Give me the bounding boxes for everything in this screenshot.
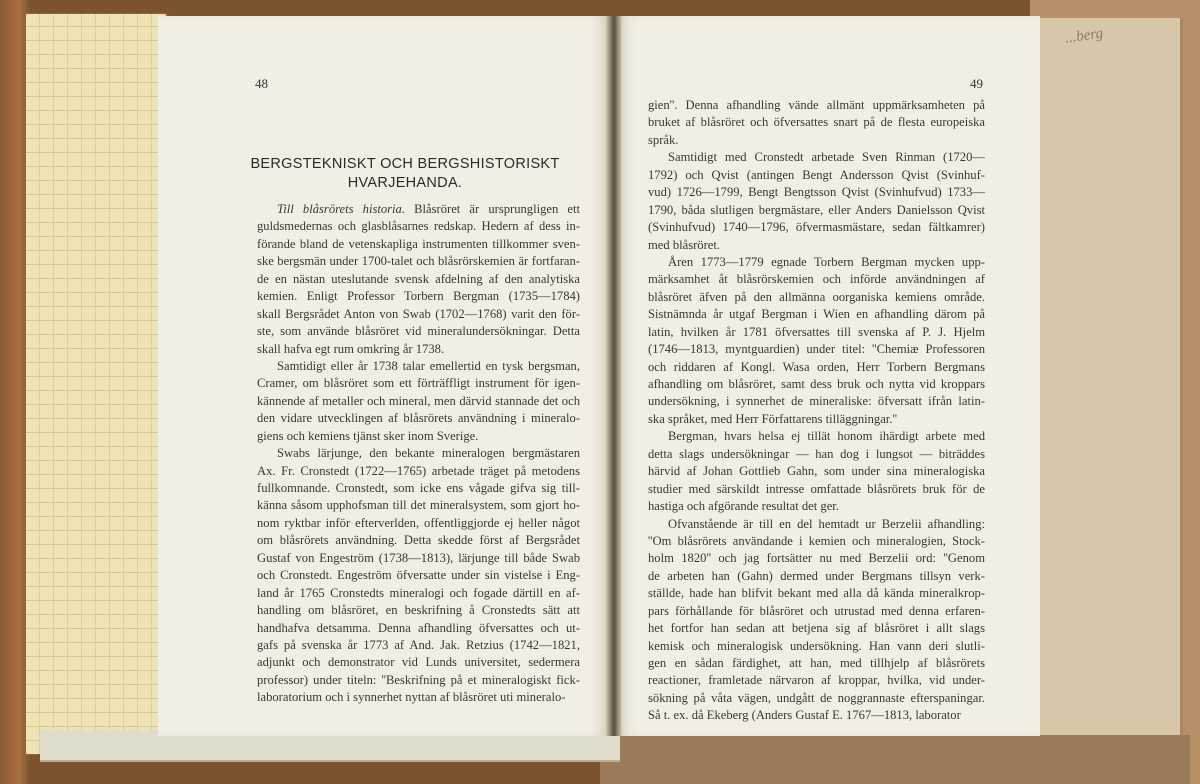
text-line (648, 237, 985, 254)
line-text: Åren 1773—1779 egnade Torbern Bergman mycken upp- (668, 254, 985, 269)
line-text: laboratorium och i synnerhet nyttan af blåsröret uti mineralo- (257, 690, 566, 705)
line-text: handhafva detsamma. Denna afhandling öfversattes och ut- (257, 620, 580, 635)
lead-title: Till blåsrörets historia. (277, 202, 406, 216)
line-text: Sistnämnda år utgaf Bergman i Wien en afhandling därom på (648, 307, 985, 322)
line-text: sökning på våta vägen, undgått de noggrannaste efterspaningar. (648, 690, 985, 705)
text-line (257, 236, 580, 253)
line-text: gien''. Denna afhandling vände allmänt uppmärksamheten på (648, 98, 985, 112)
text-line (648, 446, 985, 463)
heading-line: BERGSTEKNISKT OCH BERGSHISTORISKT (250, 156, 560, 172)
line-text: kemisk och mineralogisk undersökning. Han vann deri slutli- (648, 638, 985, 653)
line-text: med blåsröret. (648, 237, 721, 252)
text-line (648, 620, 985, 637)
text-line (648, 672, 985, 689)
line-text: skall Bergsrådet Anton von Swab (1702—1768) varit den för- (257, 306, 580, 321)
line-text: ställde, hade han blifvit bekant med alla då kända mineralkrop- (648, 586, 985, 601)
line-text: om blåsrörets användning. Detta skedde först af Bergsrådet (257, 533, 580, 548)
text-line (648, 271, 985, 288)
text-line (648, 132, 985, 149)
line-text: latin, hvilken år 1781 öfversattes till svenska af P. J. Hjelm (648, 324, 985, 339)
text-line (648, 393, 985, 410)
text-line (648, 638, 985, 655)
line-text: guldsmedernas och glasblåsarnes redskap. Hedern af dess in- (257, 219, 580, 234)
line-text: Blåsröret är ursprungligen ett (405, 202, 580, 216)
line-text: 1792) och Qvist (antingen Bengt Andersson Qvist (Svinhuf- (648, 167, 985, 182)
text-line (257, 306, 580, 323)
line-text: giens och kemiens tjänst sker inom Sverige. (257, 428, 479, 443)
text-line (648, 481, 985, 498)
line-text: känna såsom upphofsman till det mineralsystem, som gjort ho- (257, 498, 580, 513)
text-line (648, 219, 985, 236)
ledger-paper-insert (26, 14, 166, 754)
line-text: ''Om blåsrörets användande i kemien och mineralogien, Stock- (648, 533, 985, 548)
line-text: hastiga och afgörande resultat det ger. (648, 499, 839, 514)
bottom-edge (600, 735, 1190, 784)
page-number-left: 48 (255, 76, 268, 91)
text-line (648, 341, 985, 358)
line-text: Ofvanstående är till en del hemtadt ur Berzelii afhandling: (668, 516, 985, 531)
text-line (648, 376, 985, 393)
line-text: kemien. Enligt Professor Torbern Bergman (1735—1784) (257, 289, 580, 304)
line-text: fullkomnande. Cronstedt, som icke ens vågade gifva sig till- (257, 481, 580, 495)
text-line (257, 323, 580, 340)
text-line (257, 689, 580, 706)
line-text: gen en sådan färdighet, att han, med tillhjelp af blåsrörets (648, 656, 985, 670)
line-text: Samtidigt med Cronstedt arbetade Sven Rinman (1720— (668, 150, 985, 165)
line-text: ska språket, med Herr Författarens tilläggningar.'' (648, 411, 897, 426)
line-text: ste, som använde blåsröret vid mineralundersökningar. Detta (257, 324, 580, 339)
line-text: land år 1765 Cronstedts mineralogi och fogade därtill en af- (257, 585, 580, 600)
text-line (648, 690, 985, 707)
line-text: professor) under titeln: ''Beskrifning på et mineralogiskt fick- (257, 672, 580, 687)
line-text: härvid af Johan Gottlieb Gahn, som under sina mineralogiska (648, 464, 985, 479)
line-text: Bergman, hvars helsa ej tillät honom ihärdigt arbete med (668, 429, 985, 444)
text-line (648, 516, 985, 533)
text-line (257, 567, 580, 584)
line-text: (Svinhufvud) 1740—1796, öfvermasmästare, sedan fältkamrer) (648, 220, 985, 235)
text-line (648, 202, 985, 219)
text-line (257, 532, 580, 549)
line-text: undersökning, i synnerhet de mineraliske: öfversatt ifrån latin- (648, 394, 985, 409)
text-line (257, 201, 580, 218)
line-text: 1790, båda slutligen bergmästare, eller Anders Danielsson Qvist (648, 202, 985, 217)
line-text: studier med särskildt intresse omfattade blåsrörets bruk för de (648, 481, 985, 496)
line-text: afhandling om blåsröret, samt dess bruk och nytta vid kroppars (648, 377, 985, 391)
line-text: bruket af blåsröret och öfversattes snart på de flesta europeiska (648, 115, 985, 130)
text-line (648, 114, 985, 131)
text-line (648, 568, 985, 585)
book-gutter (606, 16, 622, 736)
line-text: kännende af metaller och mineral, men därvid stannade det och (257, 393, 580, 408)
line-text: reactioner, framletade närvaron af kroppar, hvilka, vid under- (648, 673, 985, 688)
line-text: språk. (648, 132, 679, 147)
line-text: pars förhållande för blåsröret och utrustad med denna erfaren- (648, 603, 985, 618)
text-line (648, 550, 985, 567)
text-line (257, 393, 580, 410)
left-page-body (257, 201, 580, 707)
line-text: skall hafva egt rum omkring år 1738. (257, 341, 445, 356)
text-line (648, 603, 985, 620)
text-line (257, 428, 580, 445)
text-line (257, 253, 580, 270)
handwritten-note: ...berg (1064, 25, 1105, 47)
text-line (648, 411, 985, 428)
text-line (648, 254, 985, 271)
text-line (648, 306, 985, 323)
text-line (257, 515, 580, 532)
line-text: vud) 1726—1799, Bengt Bengtsson Qvist (Svinhufvud) 1733— (648, 185, 985, 200)
text-line (648, 498, 985, 515)
text-line (648, 585, 985, 602)
text-line (257, 602, 580, 619)
line-text: de en nästan uteslutande svensk afdelning af den analytiska (257, 271, 580, 286)
line-text: Swabs lärjunge, den bekante mineralogen bergmästaren (277, 446, 580, 461)
text-line (257, 358, 580, 375)
line-text: (1746—1813, myntguardien) under titel: ''Chemiæ Professoren (648, 342, 985, 357)
line-text: och Cronstedt. Engeström öfversatte under sin vistelse i Eng- (257, 568, 580, 583)
text-line (257, 463, 580, 480)
text-line (648, 167, 985, 184)
line-text: handling om blåsröret, en beskrifning å Cronstedts sätt att (257, 603, 580, 618)
line-text: nom ryktbar inför efterverlden, offentliggjorde ej heller något (257, 515, 580, 530)
line-text: den vidare utvecklingen af blåsrörets användning i mineralo- (257, 411, 580, 426)
text-line (257, 654, 580, 671)
text-line (257, 375, 580, 392)
text-line (648, 463, 985, 480)
line-text: detta slags undersökningar — han dog i lungsot — biträddes (648, 446, 985, 461)
line-text: adjunkt och demonstrator vid Lunds universitet, sedermera (257, 655, 580, 670)
line-text: märksamhet åt blåsrörskemien och införde användningen af (648, 272, 985, 287)
text-line (648, 289, 985, 306)
right-page-body (648, 97, 985, 725)
text-line (257, 271, 580, 288)
text-line (257, 550, 580, 567)
text-line (648, 533, 985, 550)
text-line (257, 497, 580, 514)
heading-line: HVARJEHANDA. (347, 175, 463, 191)
text-line (257, 410, 580, 427)
line-text: Gustaf von Engeström (1738—1813), lärjunge till både Swab (257, 550, 580, 565)
text-line (648, 184, 985, 201)
text-line (257, 672, 580, 689)
line-text: de arbeten han (Gahn) dermed under Bergmans tillsyn verk- (648, 568, 985, 583)
text-line (257, 637, 580, 654)
line-text: Cramer, om blåsröret som ett förträffligt instrument för igen- (257, 376, 580, 391)
line-text: gafs på svenska år 1773 af And. Jak. Retzius (1742—1821, (257, 637, 580, 652)
line-text: het fortfor han sedan att betjena sig af blåsröret i allt slags (648, 621, 985, 636)
line-text: och riddaren af Kongl. Wasa orden, Herr Torbern Bergmans (648, 359, 985, 374)
line-text: holm 1820'' och jag fortsätter nu med Berzelii ord: ''Genom (648, 551, 985, 566)
text-line (257, 218, 580, 235)
line-text: förande bland de vetenskapliga instrumenten tillkommer sven- (257, 236, 580, 251)
page-number-right: 49 (970, 76, 983, 91)
line-text: ske bergsmän under 1700-talet och blåsrörskemien är fortfaran- (257, 254, 580, 269)
text-line (257, 480, 580, 497)
section-heading (240, 155, 570, 193)
text-line (648, 149, 985, 166)
text-line (648, 324, 985, 341)
endpaper-board (1040, 18, 1183, 754)
line-text: Ax. Fr. Cronstedt (1722—1765) arbetade träget på metodens (257, 463, 580, 478)
text-line (648, 707, 985, 724)
text-line (257, 341, 580, 358)
text-line (257, 288, 580, 305)
text-line (648, 97, 985, 114)
line-text: Samtidigt eller år 1738 talar emellertid en tysk bergsman, (277, 358, 580, 373)
text-line (257, 585, 580, 602)
text-line (648, 359, 985, 376)
text-line (257, 620, 580, 637)
text-line (648, 428, 985, 445)
text-line (648, 655, 985, 672)
text-line (257, 445, 580, 462)
line-text: blåsröret äfven på den allmänna oorganiska kemiens område. (648, 289, 985, 304)
line-text: Så t. ex. då Ekeberg (Anders Gustaf E. 1767—1813, laborator (648, 708, 961, 723)
